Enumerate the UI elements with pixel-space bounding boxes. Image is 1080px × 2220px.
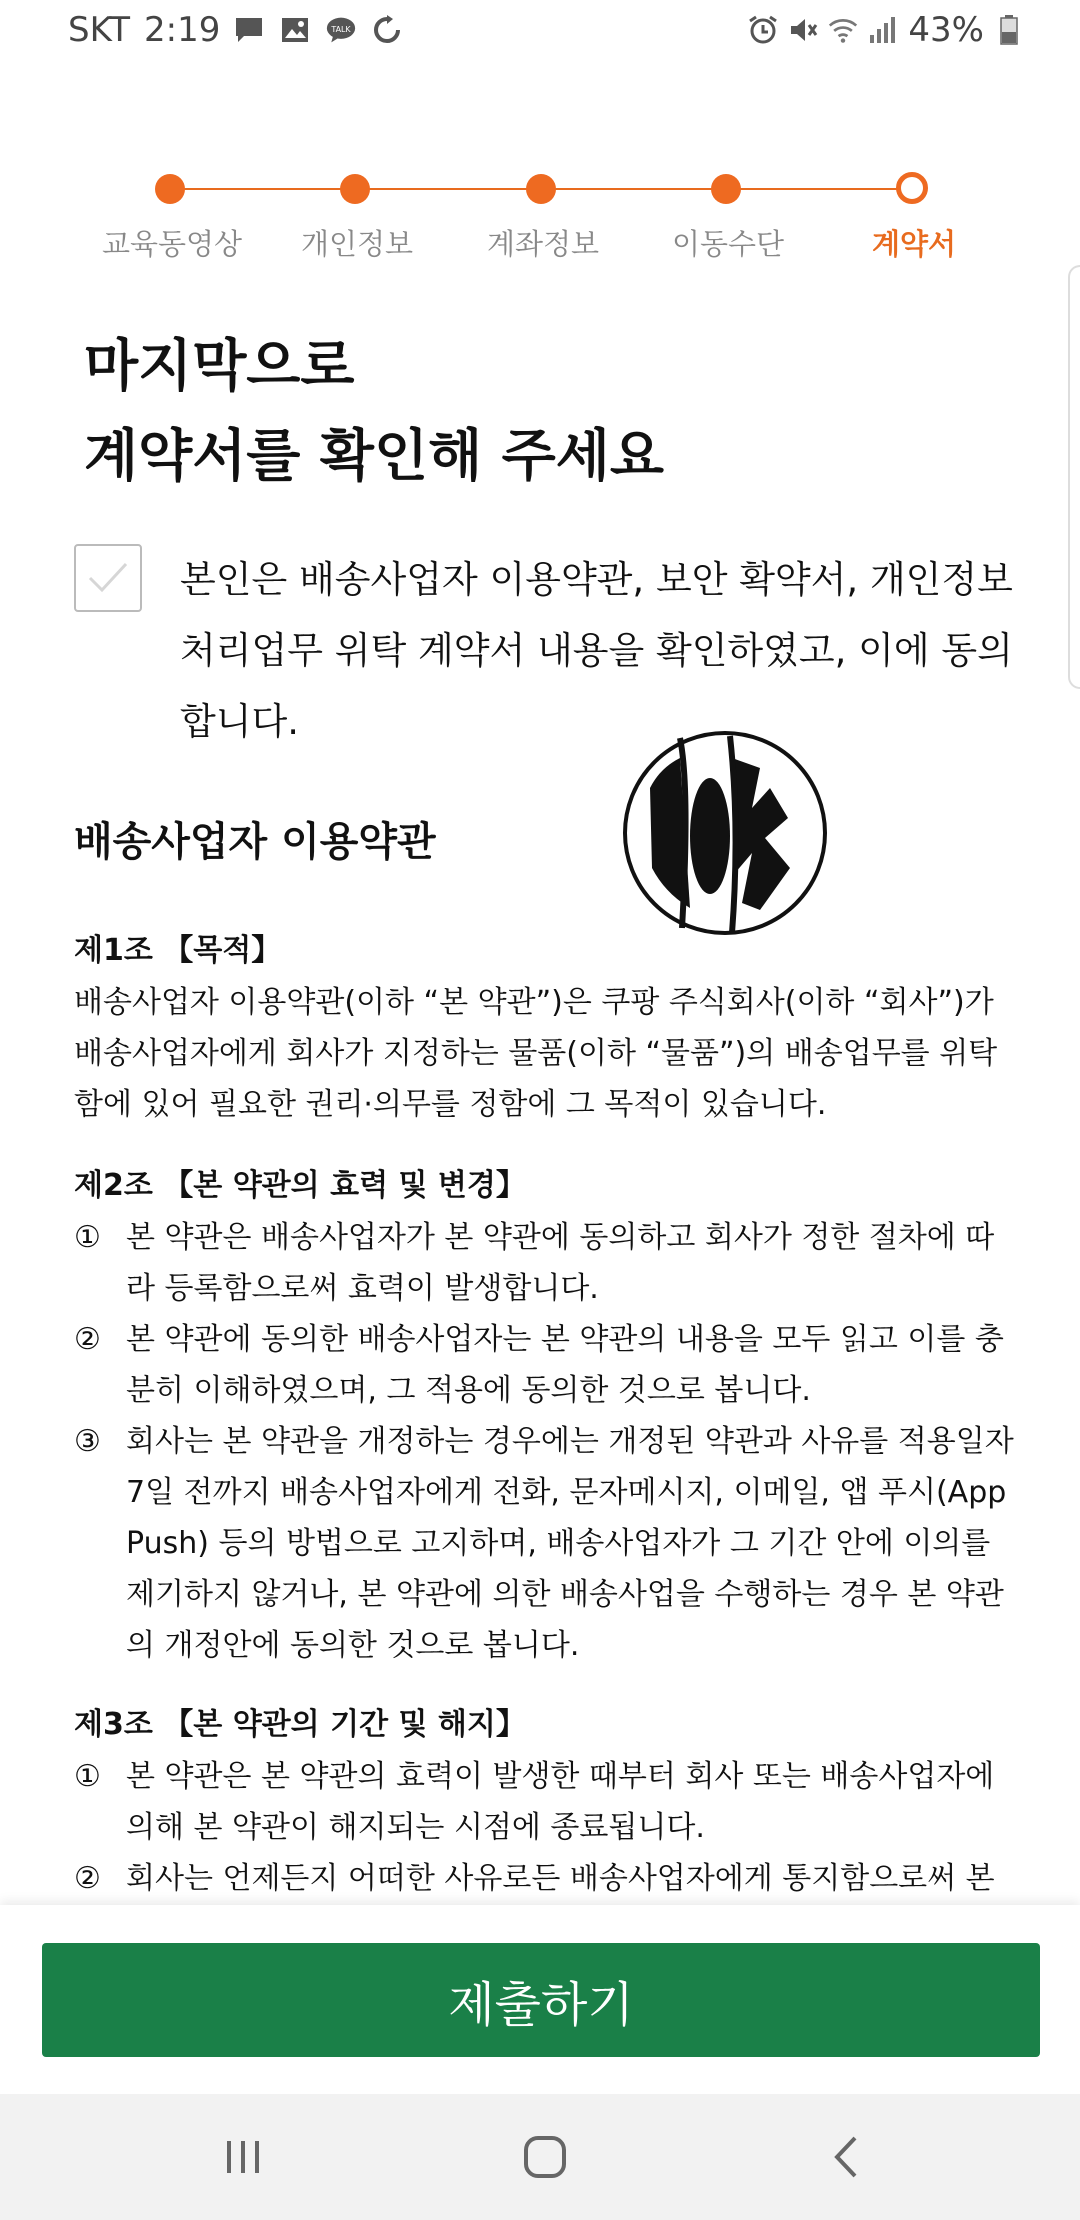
agreement-text[interactable]: 본인은 배송사업자 이용약관, 보안 확약서, 개인정보 처리업무 위탁 계약서 내용을 확인하였고, 이에 동의합니다.: [180, 558, 1013, 743]
item-text: 본 약관은 본 약관의 효력이 발생한 때부터 회사 또는 배송사업자에 의해 본 약관이 해지되는 시점에 종료됩니다.: [126, 1759, 995, 1845]
item-text: 본 약관은 배송사업자가 본 약관에 동의하고 회사가 정한 절차에 따라 등록함으로써 효력이 발생합니다.: [126, 1220, 995, 1306]
step-connector: [726, 188, 912, 190]
wifi-icon: [828, 16, 858, 44]
article-1: [74, 925, 1014, 1130]
progress-stepper: [0, 172, 1080, 262]
article-2: [74, 1160, 1014, 1671]
item-number: ③: [74, 1424, 101, 1459]
item-number: ②: [74, 1861, 101, 1896]
article-item: [74, 1314, 1014, 1416]
battery-percent: 43%: [908, 10, 984, 50]
step-connector: [170, 188, 355, 190]
title-line-1: 마지막으로: [84, 334, 355, 399]
terms-document: [74, 810, 1014, 1983]
document-title: 배송사업자 이용약관: [74, 819, 436, 865]
step-dot-4: [711, 174, 741, 204]
item-number: ①: [74, 1220, 101, 1255]
back-icon[interactable]: [802, 2122, 892, 2192]
home-icon[interactable]: [500, 2122, 590, 2192]
step-dot-2: [340, 174, 370, 204]
message-icon: [234, 16, 264, 44]
page-title: [84, 322, 984, 502]
recent-apps-icon[interactable]: [198, 2122, 288, 2192]
submit-button[interactable]: 제출하기: [42, 1943, 1040, 2057]
check-icon: [84, 558, 132, 598]
item-number: ①: [74, 1759, 101, 1794]
status-bar: [0, 0, 1080, 66]
battery-icon: [994, 16, 1024, 44]
scroll-indicator[interactable]: [1068, 265, 1080, 689]
step-connector: [355, 188, 541, 190]
article-title: 제3조 【본 약관의 기간 및 해지】: [74, 1707, 526, 1742]
step-label-4: 이동수단: [671, 227, 785, 261]
article-title: 제2조 【본 약관의 효력 및 변경】: [74, 1168, 526, 1203]
article-item: [74, 1751, 1014, 1853]
item-number: ②: [74, 1322, 101, 1357]
status-right: [748, 10, 1024, 50]
talk-icon: [326, 16, 356, 44]
step-dot-5-current: [896, 172, 928, 204]
agreement-checkbox[interactable]: [74, 544, 142, 612]
mute-icon: [788, 16, 818, 44]
image-icon: [280, 16, 310, 44]
alarm-icon: [748, 16, 778, 44]
article-item: [74, 1416, 1014, 1671]
title-line-2: 계약서를 확인해 주세요: [84, 424, 664, 489]
article-item: [74, 1212, 1014, 1314]
item-text: 회사는 본 약관을 개정하는 경우에는 개정된 약관과 사유를 적용일자 7일 전까지 배송사업자에게 전화, 문자메시지, 이메일, 앱 푸시(App Push) 등의 방법으로 고지하며, 배송사업자가 그 기간 안에 이의를 제기하지 않거나, 본 약관에 의한 배송사업을 수행하는 경우 본 약관의 개정안에 동의한 것으로 봅니다.: [126, 1424, 1014, 1663]
sync-icon: [372, 16, 402, 44]
article-body: 배송사업자 이용약관(이하 “본 약관”)은 쿠팡 주식회사(이하 “회사”)가 배송사업자에게 회사가 지정하는 물품(이하 “물품”)의 배송업무를 위탁함에 있어 필요한 권리·의무를 정함에 그 목적이 있습니다.: [74, 985, 998, 1122]
item-text: 회사는 언제든지 어떠한 사유로든 배송사업자에게 통지함으로써 본: [126, 1861, 995, 1896]
signal-icon: [868, 16, 898, 44]
carrier: SKT: [68, 10, 131, 50]
step-connector: [541, 188, 726, 190]
step-label-1: 교육동영상: [101, 227, 243, 261]
item-text: 본 약관에 동의한 배송사업자는 본 약관의 내용을 모두 읽고 이를 충분히 이해하였으며, 그 적용에 동의한 것으로 봅니다.: [126, 1322, 1004, 1408]
step-label-3: 계좌정보: [486, 227, 600, 261]
step-dot-1: [155, 174, 185, 204]
svg-text:TALK: TALK: [331, 24, 352, 34]
step-dot-3: [526, 174, 556, 204]
status-left: [68, 10, 402, 50]
step-label-5: 계약서: [871, 227, 957, 261]
system-nav-bar: [0, 2094, 1080, 2220]
article-title: 제1조 【목적】: [74, 933, 282, 968]
step-label-2: 개인정보: [300, 227, 414, 261]
clock: 2:19: [144, 10, 221, 50]
